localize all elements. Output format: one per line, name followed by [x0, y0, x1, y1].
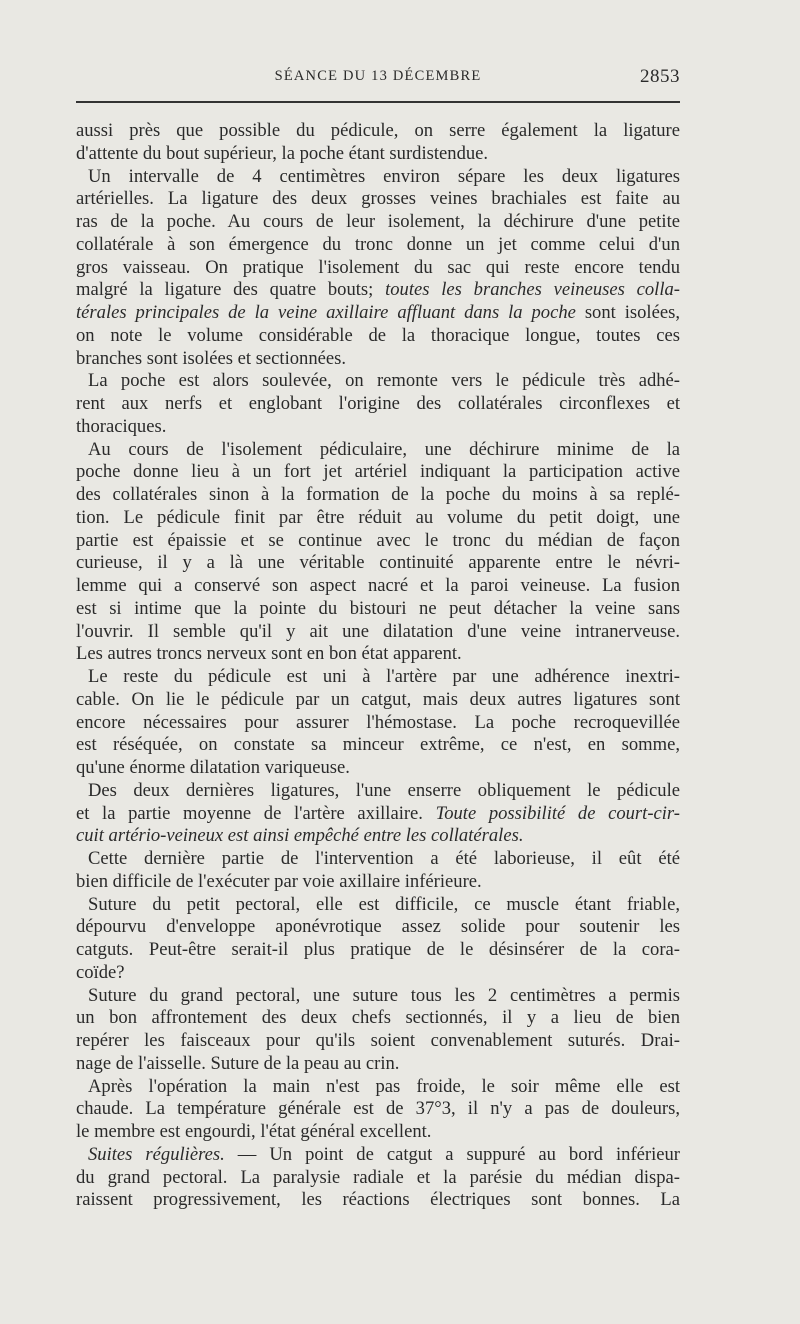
text-line: est réséquée, on constate sa minceur extrême, ce n'est, en somme, — [76, 734, 680, 756]
text-line: artérielles. La ligature des deux grosses veines brachiales est faite au — [76, 188, 680, 210]
text-line: Le reste du pédicule est uni à l'artère par une adhérence inextri- — [88, 666, 680, 687]
text-line: repérer les faisceaux pour qu'ils soient convenablement suturés. Drai- — [76, 1030, 680, 1051]
text-line: thoraciques. — [76, 415, 167, 437]
page-number: 2853 — [640, 66, 680, 87]
text-line: tion. Le pédicule finit par être réduit au volume du petit doigt, une — [76, 506, 680, 528]
text-line: cuit artério-veineux est ainsi empêché entre les collatérales. — [76, 825, 524, 847]
text-line: encore nécessaires pour assurer l'hémostase. La poche recroquevillée — [76, 711, 680, 733]
text-line: on note le volume considérable de la thoracique longue, toutes ces — [76, 324, 680, 346]
text-line: et la partie moyenne de l'artère axillaire. Toute possibilité de court-cir- — [76, 802, 680, 824]
text-line: aussi près que possible du pédicule, on serre également la ligature — [76, 120, 680, 141]
article-body — [76, 120, 680, 1212]
text-line: bien difficile de l'exécuter par voie axillaire inférieure. — [76, 870, 482, 892]
header-rule — [76, 101, 680, 103]
text-line: partie est épaissie et se continue avec le tronc du médian de façon — [76, 529, 680, 551]
text-line: Après l'opération la main n'est pas froide, le soir même elle est — [88, 1075, 680, 1097]
running-head: SÉANCE DU 13 DÉCEMBRE — [274, 68, 482, 84]
text-line: Les autres troncs nerveux sont en bon état apparent. — [76, 643, 462, 665]
text-line: ras de la poche. Au cours de leur isolement, la déchirure d'une petite — [76, 211, 680, 232]
page-header — [76, 62, 680, 92]
text-line: Des deux dernières ligatures, l'une enserre obliquement le pédicule — [88, 779, 680, 801]
text-line: branches sont isolées et sectionnées. — [76, 347, 347, 369]
text-line: Au cours de l'isolement pédiculaire, une déchirure minime de la — [88, 438, 680, 460]
text-line: un bon affrontement des deux chefs sectionnés, il y a lieu de bien — [76, 1007, 680, 1029]
text-line: est si intime que la pointe du bistouri ne peut détacher la veine sans — [76, 597, 680, 619]
text-line: Suture du grand pectoral, une suture tous les 2 centimètres a permis — [88, 984, 680, 1006]
text-line: coïde? — [76, 961, 125, 983]
text-line: Cette dernière partie de l'intervention a été laborieuse, il eût été — [88, 848, 680, 869]
text-line: du grand pectoral. La paralysie radiale et la parésie du médian dispa- — [76, 1166, 680, 1188]
text-line: Suture du petit pectoral, elle est difficile, ce muscle étant friable, — [88, 893, 680, 915]
text-line: dépourvu d'enveloppe aponévrotique assez solide pour soutenir les — [76, 916, 680, 938]
text-line: malgré la ligature des quatre bouts; toutes les branches veineuses colla- — [76, 279, 680, 301]
text-line: raissent progressivement, les réactions électriques sont bonnes. La — [76, 1189, 680, 1211]
text-line: curieuse, il y a là une véritable continuité apparente entre le névri- — [76, 552, 680, 574]
text-line: lemme qui a conservé son aspect nacré et la paroi veineuse. La fusion — [76, 575, 680, 596]
text-line: poche donne lieu à un fort jet artériel indiquant la participation active — [76, 461, 680, 483]
text-line: catguts. Peut-être serait-il plus pratique de le désinsérer de la cora- — [76, 939, 680, 960]
text-line: La poche est alors soulevée, on remonte vers le pédicule très adhé- — [88, 370, 680, 392]
text-line: térales principales de la veine axillaire affluant dans la poche sont isolées, — [76, 302, 680, 323]
text-line: chaude. La température générale est de 37°3, il n'y a pas de douleurs, — [76, 1098, 680, 1120]
text-line: l'ouvrir. Il semble qu'il y ait une dilatation d'une veine intranerveuse. — [76, 620, 680, 642]
text-line: qu'une énorme dilatation variqueuse. — [76, 757, 350, 778]
text-line: Un intervalle de 4 centimètres environ sépare les deux ligatures — [88, 165, 680, 187]
text-line: nage de l'aisselle. Suture de la peau au crin. — [76, 1052, 400, 1074]
text-line: Suites régulières. — Un point de catgut a suppuré au bord inférieur — [88, 1143, 680, 1165]
text-line: rent aux nerfs et englobant l'origine des collatérales circonflexes et — [76, 393, 680, 414]
text-line: des collatérales sinon à la formation de la poche du moins à sa replé- — [76, 484, 680, 505]
text-line: le membre est engourdi, l'état général excellent. — [76, 1121, 432, 1142]
text-line: collatérale à son émergence du tronc donne un jet comme celui d'un — [76, 233, 680, 255]
text-line: cable. On lie le pédicule par un catgut, mais deux autres ligatures sont — [76, 688, 680, 710]
text-line: gros vaisseau. On pratique l'isolement du sac qui reste encore tendu — [76, 256, 680, 278]
text-line: d'attente du bout supérieur, la poche étant surdistendue. — [76, 142, 489, 164]
